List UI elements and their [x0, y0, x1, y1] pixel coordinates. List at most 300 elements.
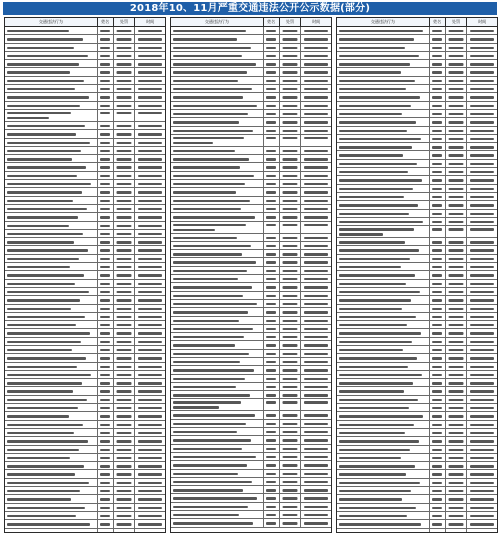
text-placeholder — [100, 374, 110, 376]
cell-violation — [337, 35, 430, 42]
text-placeholder — [7, 490, 80, 492]
text-placeholder — [470, 179, 494, 181]
cell-name — [264, 325, 280, 332]
table-row — [171, 267, 331, 275]
cell-time — [135, 255, 165, 262]
cell-name — [430, 487, 446, 494]
cell-penalty — [114, 412, 136, 419]
text-placeholder — [7, 457, 70, 459]
text-placeholder — [432, 213, 442, 215]
cell-name — [264, 188, 280, 195]
text-placeholder — [266, 448, 276, 450]
table-row — [171, 399, 331, 411]
cell-name — [98, 512, 114, 519]
text-placeholder — [449, 38, 464, 40]
cell-violation — [171, 461, 264, 468]
cell-time — [301, 68, 331, 75]
cell-violation — [5, 321, 98, 328]
text-placeholder — [266, 336, 276, 338]
cell-penalty — [446, 110, 468, 117]
cell-violation — [171, 366, 264, 373]
text-placeholder — [100, 283, 110, 285]
text-placeholder — [449, 258, 464, 260]
text-placeholder — [266, 137, 276, 139]
text-placeholder — [283, 96, 298, 98]
table-row — [171, 383, 331, 391]
text-placeholder — [339, 146, 412, 148]
text-placeholder — [266, 253, 276, 255]
cell-name — [264, 147, 280, 154]
table-row — [5, 387, 165, 395]
text-placeholder — [283, 71, 298, 73]
cell-violation — [337, 185, 430, 192]
cell-violation — [5, 68, 98, 75]
table-row — [171, 445, 331, 453]
cell-penalty — [280, 27, 302, 34]
text-placeholder — [339, 283, 406, 285]
text-placeholder — [470, 88, 494, 90]
cell-violation — [337, 470, 430, 477]
text-placeholder — [173, 229, 215, 231]
text-placeholder — [283, 237, 298, 239]
cell-time — [301, 102, 331, 109]
text-placeholder — [339, 440, 419, 442]
cell-violation — [5, 130, 98, 137]
cell-name — [430, 85, 446, 92]
text-placeholder — [7, 166, 86, 168]
text-placeholder — [173, 473, 238, 475]
cell-penalty — [280, 283, 302, 290]
text-placeholder — [266, 414, 276, 416]
text-placeholder — [470, 390, 494, 392]
text-placeholder — [283, 344, 298, 346]
cell-violation — [171, 333, 264, 340]
table-row — [337, 27, 497, 35]
table-row — [337, 127, 497, 135]
table-row — [171, 68, 331, 76]
table-row — [337, 412, 497, 420]
text-placeholder — [339, 80, 415, 82]
table-row — [337, 218, 497, 226]
cell-violation — [337, 462, 430, 469]
cell-penalty — [280, 453, 302, 460]
text-placeholder — [304, 497, 328, 499]
text-placeholder — [339, 291, 420, 293]
text-placeholder — [470, 163, 494, 165]
table-row — [171, 292, 331, 300]
cell-violation — [171, 350, 264, 357]
cell-name — [98, 346, 114, 353]
text-placeholder — [449, 341, 464, 343]
text-placeholder — [173, 183, 245, 185]
text-placeholder — [432, 507, 442, 509]
text-placeholder — [283, 166, 298, 168]
cell-time — [301, 300, 331, 307]
cell-time — [301, 383, 331, 390]
cell-time — [301, 375, 331, 382]
text-placeholder — [304, 481, 328, 483]
text-placeholder — [100, 357, 110, 359]
text-placeholder — [7, 258, 79, 260]
cell-violation — [5, 329, 98, 336]
text-placeholder — [100, 216, 110, 218]
text-placeholder — [173, 303, 257, 305]
cell-violation — [5, 520, 98, 527]
cell-violation — [5, 387, 98, 394]
cell-time — [135, 421, 165, 428]
table-row — [5, 230, 165, 238]
cell-name — [98, 412, 114, 419]
text-placeholder — [449, 473, 464, 475]
cell-violation — [171, 428, 264, 435]
cell-name — [98, 205, 114, 212]
text-placeholder — [339, 366, 408, 368]
text-placeholder — [449, 171, 464, 173]
cell-time — [467, 263, 497, 270]
cell-time — [301, 445, 331, 452]
cell-time — [467, 218, 497, 225]
table-row — [337, 437, 497, 445]
cell-time — [301, 172, 331, 179]
table-row — [171, 283, 331, 291]
cell-time — [135, 321, 165, 328]
text-placeholder — [7, 399, 87, 401]
text-placeholder — [117, 183, 132, 185]
cell-penalty — [280, 341, 302, 348]
text-placeholder — [7, 216, 78, 218]
text-placeholder — [138, 266, 162, 268]
table-row — [171, 52, 331, 60]
cell-penalty — [280, 461, 302, 468]
text-placeholder — [470, 71, 494, 73]
text-placeholder — [117, 216, 132, 218]
text-placeholder — [173, 137, 244, 139]
cell-violation — [5, 412, 98, 419]
text-placeholder — [100, 366, 110, 368]
table-row — [337, 263, 497, 271]
text-placeholder — [138, 63, 162, 65]
text-placeholder — [100, 515, 110, 517]
text-placeholder — [138, 233, 162, 235]
text-placeholder — [7, 274, 84, 276]
cell-name — [264, 44, 280, 51]
cell-name — [430, 421, 446, 428]
cell-name — [264, 52, 280, 59]
cell-violation — [5, 85, 98, 92]
table-row — [5, 280, 165, 288]
cell-name — [98, 271, 114, 278]
text-placeholder — [283, 175, 298, 177]
text-placeholder — [117, 482, 132, 484]
cell-name — [264, 135, 280, 146]
cell-penalty — [446, 201, 468, 208]
cell-name — [430, 288, 446, 295]
cell-violation — [5, 238, 98, 245]
cell-time — [301, 391, 331, 398]
table-row — [171, 242, 331, 250]
text-placeholder — [117, 357, 132, 359]
cell-time — [467, 143, 497, 150]
cell-penalty — [280, 52, 302, 59]
cell-time — [135, 412, 165, 419]
cell-violation — [5, 346, 98, 353]
cell-violation — [5, 504, 98, 511]
text-placeholder — [117, 241, 132, 243]
text-placeholder — [470, 357, 494, 359]
cell-violation — [337, 354, 430, 361]
text-placeholder — [470, 221, 494, 223]
cell-name — [430, 110, 446, 117]
text-placeholder — [283, 439, 298, 441]
cell-penalty — [446, 396, 468, 403]
text-placeholder — [283, 481, 298, 483]
cell-penalty — [280, 486, 302, 493]
text-placeholder — [449, 382, 464, 384]
text-placeholder — [266, 55, 276, 57]
cell-violation — [337, 363, 430, 370]
table-row — [5, 321, 165, 329]
table-row — [171, 391, 331, 399]
table-row — [5, 313, 165, 321]
text-placeholder — [173, 295, 243, 297]
cell-violation — [171, 325, 264, 332]
text-placeholder — [339, 498, 402, 500]
text-placeholder — [7, 382, 82, 384]
text-placeholder — [266, 506, 276, 508]
cell-time — [301, 77, 331, 84]
text-placeholder — [470, 38, 494, 40]
text-placeholder — [339, 515, 407, 517]
text-placeholder — [173, 38, 237, 40]
text-placeholder — [339, 274, 415, 276]
text-placeholder — [432, 47, 442, 49]
text-placeholder — [173, 506, 248, 508]
text-placeholder — [266, 38, 276, 40]
text-placeholder — [449, 96, 464, 98]
text-placeholder — [100, 274, 110, 276]
text-placeholder — [449, 523, 464, 525]
cell-name — [98, 495, 114, 502]
cell-penalty — [446, 346, 468, 353]
table-row — [337, 193, 497, 201]
cell-name — [430, 27, 446, 34]
cell-name — [264, 358, 280, 365]
text-placeholder — [7, 150, 81, 152]
text-placeholder — [173, 216, 255, 218]
text-placeholder — [449, 357, 464, 359]
cell-time — [467, 77, 497, 84]
cell-name — [430, 437, 446, 444]
cell-penalty — [280, 470, 302, 477]
table-row — [171, 44, 331, 52]
table-row — [171, 163, 331, 171]
cell-name — [98, 85, 114, 92]
table-row — [171, 428, 331, 436]
text-placeholder — [7, 324, 76, 326]
text-placeholder — [117, 507, 132, 509]
cell-violation — [5, 197, 98, 204]
text-placeholder — [304, 30, 328, 32]
text-placeholder — [432, 308, 442, 310]
cell-time — [301, 411, 331, 418]
cell-time — [467, 296, 497, 303]
text-placeholder — [100, 142, 110, 144]
cell-violation — [337, 271, 430, 278]
cell-time — [301, 399, 331, 410]
text-placeholder — [266, 200, 276, 202]
text-placeholder — [470, 457, 494, 459]
cell-penalty — [280, 188, 302, 195]
table-row — [5, 255, 165, 263]
cell-violation — [171, 445, 264, 452]
text-placeholder — [449, 249, 464, 251]
cell-penalty — [114, 180, 136, 187]
text-placeholder — [470, 465, 494, 467]
cell-time — [135, 288, 165, 295]
text-placeholder — [138, 316, 162, 318]
cell-name — [264, 275, 280, 282]
table-row — [5, 479, 165, 487]
text-placeholder — [100, 80, 110, 82]
header-time: 时间 — [478, 19, 487, 24]
text-placeholder — [138, 274, 162, 276]
text-placeholder — [339, 233, 383, 235]
cell-name — [430, 454, 446, 461]
cell-violation — [171, 135, 264, 146]
text-placeholder — [173, 270, 247, 272]
cell-penalty — [114, 363, 136, 370]
cell-penalty — [114, 255, 136, 262]
cell-time — [467, 102, 497, 109]
text-placeholder — [173, 208, 241, 210]
text-placeholder — [266, 320, 276, 322]
text-placeholder — [304, 71, 328, 73]
text-placeholder — [138, 191, 162, 193]
text-placeholder — [304, 166, 328, 168]
cell-name — [430, 396, 446, 403]
text-placeholder — [266, 47, 276, 49]
cell-penalty — [114, 371, 136, 378]
cell-time — [135, 27, 165, 34]
cell-penalty — [114, 479, 136, 486]
text-placeholder — [339, 490, 411, 492]
text-placeholder — [283, 489, 298, 491]
cell-violation — [171, 300, 264, 307]
text-placeholder — [283, 464, 298, 466]
cell-violation — [5, 479, 98, 486]
text-placeholder — [100, 241, 110, 243]
cell-penalty — [280, 77, 302, 84]
table-row — [337, 387, 497, 395]
header-violation: 交通违法行为 — [171, 18, 264, 26]
text-placeholder — [117, 175, 132, 177]
cell-penalty — [446, 185, 468, 192]
cell-penalty — [114, 338, 136, 345]
cell-violation — [171, 453, 264, 460]
cell-time — [135, 197, 165, 204]
table-row — [337, 68, 497, 76]
cell-penalty — [114, 512, 136, 519]
text-placeholder — [283, 63, 298, 65]
cell-violation — [171, 317, 264, 324]
table-row — [5, 305, 165, 313]
cell-name — [430, 404, 446, 411]
text-placeholder — [449, 399, 464, 401]
text-placeholder — [138, 175, 162, 177]
text-placeholder — [283, 456, 298, 458]
text-placeholder — [138, 382, 162, 384]
cell-name — [430, 479, 446, 486]
table-panel-3 — [336, 17, 498, 533]
cell-name — [264, 478, 280, 485]
cell-penalty — [114, 85, 136, 92]
table-row — [5, 238, 165, 246]
table-row — [171, 77, 331, 85]
table-row — [5, 139, 165, 147]
text-placeholder — [266, 481, 276, 483]
cell-penalty — [280, 35, 302, 42]
cell-time — [135, 230, 165, 237]
text-placeholder — [432, 390, 442, 392]
text-placeholder — [117, 308, 132, 310]
table-row — [5, 246, 165, 254]
cell-penalty — [114, 172, 136, 179]
text-placeholder — [7, 424, 83, 426]
text-placeholder — [138, 498, 162, 500]
cell-violation — [337, 421, 430, 428]
text-placeholder — [266, 344, 276, 346]
text-placeholder — [138, 88, 162, 90]
table-row — [171, 250, 331, 258]
text-placeholder — [283, 200, 298, 202]
text-placeholder — [266, 261, 276, 263]
text-placeholder — [7, 532, 81, 533]
cell-time — [301, 470, 331, 477]
text-placeholder — [449, 449, 464, 451]
text-placeholder — [7, 175, 77, 177]
text-placeholder — [304, 158, 328, 160]
cell-penalty — [280, 292, 302, 299]
cell-penalty — [114, 354, 136, 361]
cell-penalty — [446, 218, 468, 225]
cell-name — [430, 118, 446, 125]
cell-penalty — [446, 68, 468, 75]
text-placeholder — [173, 328, 253, 330]
text-placeholder — [304, 191, 328, 193]
text-placeholder — [470, 523, 494, 525]
table-row — [5, 354, 165, 362]
cell-violation — [5, 296, 98, 303]
text-placeholder — [7, 498, 71, 500]
text-placeholder — [339, 266, 401, 268]
cell-name — [264, 267, 280, 274]
cell-time — [135, 188, 165, 195]
cell-penalty — [446, 371, 468, 378]
table-row — [337, 338, 497, 346]
text-placeholder — [283, 245, 298, 247]
cell-time — [467, 255, 497, 262]
text-placeholder — [100, 258, 110, 260]
cell-name — [430, 305, 446, 312]
cell-name — [430, 151, 446, 158]
cell-penalty — [446, 263, 468, 270]
text-placeholder — [470, 121, 494, 123]
text-placeholder — [100, 424, 110, 426]
text-placeholder — [173, 414, 255, 416]
text-placeholder — [173, 158, 249, 160]
cell-time — [301, 155, 331, 162]
cell-violation — [337, 504, 430, 511]
